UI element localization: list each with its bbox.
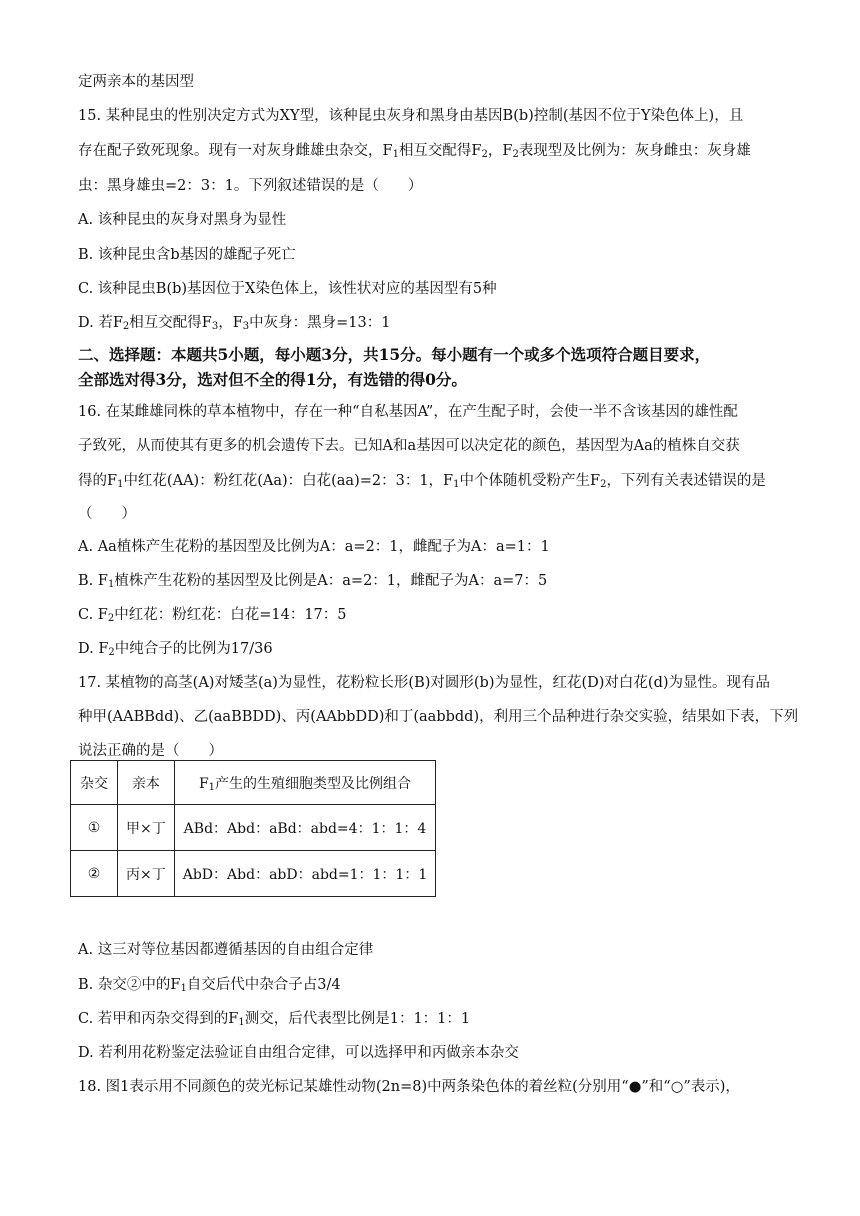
line-text: 中纯合子的比例为17/36 [114,641,273,657]
line-text: 16. 在某雌雄同株的草本植物中，存在一种“自私基因A”，在产生配子时，会使一半不含该基因的雄性配 [78,404,738,420]
table-header-cell: 亲本 [118,761,175,805]
subscript: 2 [481,149,488,160]
section-heading [78,370,467,390]
line-text: 中红花：粉红花：白花=14：17：5 [114,607,347,623]
line-text: C. 该种昆虫B(b)基因位于X染色体上，该性状对应的基因型有5种 [78,281,497,297]
question-17-stem [78,673,770,693]
text-line [78,471,766,491]
line-text: 说法正确的是（ ） [78,743,223,759]
line-text: B. 该种昆虫含b基因的雄配子死亡 [78,247,296,263]
cross-results-table [70,760,436,897]
line-text: A. 这三对等位基因都遵循基因的自由组合定律 [78,942,374,958]
line-text: 得的F [78,473,118,489]
line-text: B. F [78,573,108,589]
line-text: 测交，后代表型比例是1：1：1：1 [244,1011,471,1027]
subscript: 1 [107,579,115,590]
line-text: 相互交配得F [129,315,212,331]
line-text: D. F [78,641,109,657]
question-16-stem [78,402,738,422]
question-18-stem [78,1077,740,1097]
line-text: A. 该种昆虫的灰身对黑身为显性 [78,212,287,228]
option-b [78,245,296,265]
subscript: 1 [180,983,187,994]
line-text: （ ） [78,506,136,522]
option-c [78,279,497,299]
line-text: ，F [487,143,513,159]
option-d [78,639,273,659]
option-a [78,210,286,230]
cell-text: 产生的生殖细胞类型及比例组合 [215,775,412,792]
subscript: 1 [208,781,216,793]
line-text: D. 若利用花粉鉴定法验证自由组合定律，可以选择甲和丙做亲本杂交 [78,1045,519,1061]
subscript: 3 [211,321,219,332]
table-cell: AbD：Abd：abD：abd=1：1：1：1 [174,851,436,897]
subscript: 2 [108,647,115,658]
option-d [78,1043,519,1063]
option-d [78,313,390,333]
option-c [78,1009,470,1029]
table-header-cell: 杂交 [71,761,118,805]
line-text: 表现型及比例为：灰身雌虫：灰身雄 [518,143,751,159]
text-line [78,707,798,727]
subscript: 1 [117,479,124,490]
subscript: 2 [600,479,607,490]
line-text: 18. 图1表示用不同颜色的荧光标记某雄性动物(2n=8)中两条染色体的着丝粒(分别用“●”和“○”表示)， [78,1079,740,1095]
line-text: 全部选对得3分，选对但不全的得1分，有选错的得0分。 [78,370,467,389]
line-text: 相互交配得F [398,143,482,159]
line-text: 子致死，从而使其有更多的机会遗传下去。已知A和a基因可以决定花的颜色，基因型为Aa的植株自交获 [78,438,740,454]
text-line [78,141,751,161]
line-text: D. 若F [78,315,123,331]
line-text: 中灰身：黑身=13：1 [249,315,391,331]
subscript: 2 [512,149,519,160]
line-text: ，下列有关表述错误的是 [606,473,766,489]
table-cell: ② [71,851,118,897]
line-text: 种甲(AABBdd)、乙(aaBBDD)、丙(AAbbDD)和丁(aabbdd)，利用三个品种进行杂交实验，结果如下表，下列 [78,709,799,725]
line-text: 虫：黑身雄虫=2：3：1。下列叙述错误的是（ ） [78,178,423,194]
line-text: 中红花(AA)：粉红花(Aa)：白花(aa)=2：3：1，F [123,473,454,489]
line-text: 17. 某植物的高茎(A)对矮茎(a)为显性，花粉粒长形(B)对圆形(b)为显性，红花(D)对白花(d)为显性。现有品 [78,675,771,691]
line-text: C. F [78,607,108,623]
subscript: 3 [242,321,250,332]
line-text: C. 若甲和丙杂交得到的F [78,1011,239,1027]
section-heading [78,345,710,365]
option-a [78,537,550,557]
line-text: 二、选择题：本题共5小题，每小题3分，共15分。每小题有一个或多个选项符合题目要求， [78,345,711,364]
text-line [78,72,194,92]
table-cell: ABd：Abd：aBd：abd=4：1：1：4 [174,805,436,851]
line-text: 自交后代中杂合子占3/4 [186,977,341,993]
line-text: 中个体随机受粉产生F [459,473,601,489]
subscript: 2 [107,613,115,624]
question-15-stem [78,106,743,126]
line-text: 植株产生花粉的基因型及比例是A：a=2：1，雌配子为A：a=7：5 [114,573,548,589]
table-row [71,805,436,851]
line-text: 定两亲本的基因型 [78,74,194,90]
line-text: 15. 某种昆虫的性别决定方式为XY型，该种昆虫灰身和黑身由基因B(b)控制(基因不位于Y染色体上)，且 [78,108,744,124]
table-header-row [71,761,436,805]
option-c [78,605,347,625]
subscript: 1 [453,479,460,490]
table-cell: 丙×丁 [118,851,175,897]
line-text: B. 杂交②中的F [78,977,181,993]
table-header-cell [174,761,436,805]
table-cell: ① [71,805,118,851]
option-b [78,571,547,591]
option-a [78,940,373,960]
subscript: 1 [392,149,399,160]
table-cell: 甲×丁 [118,805,175,851]
subscript: 2 [122,321,130,332]
line-text: ，F [218,315,243,331]
option-b [78,975,341,995]
line-text: A. Aa植株产生花粉的基因型及比例为A：a=2：1，雌配子为A：a=1：1 [78,539,550,555]
table-row [71,851,436,897]
text-line [78,504,136,524]
cell-text: F [198,775,209,792]
line-text: 存在配子致死现象。现有一对灰身雌雄虫杂交，F [78,143,393,159]
text-line [78,436,740,456]
subscript: 1 [238,1017,245,1028]
text-line [78,741,223,761]
text-line [78,176,422,196]
